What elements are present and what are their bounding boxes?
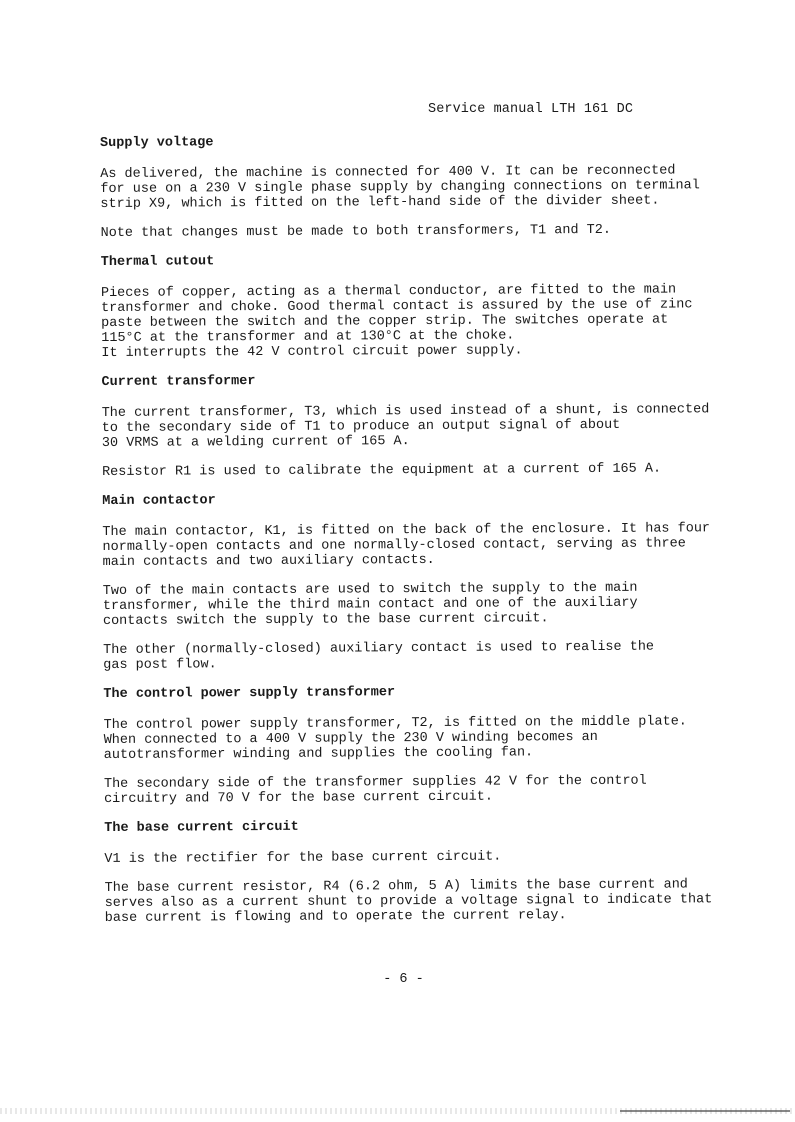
page-body [100, 132, 745, 940]
text-line: base current is flowing and to operate the current relay. [104, 908, 567, 926]
text-line: As delivered, the machine is connected for 400 V. It can be reconnected [100, 163, 676, 182]
text-line: 115°C at the transformer and at 130°C at the choke. [101, 328, 515, 346]
paragraph [103, 580, 743, 629]
paragraph [102, 461, 742, 480]
paragraph [102, 402, 742, 451]
text-line: transformer and choke. Good thermal contact is assured by the use of zinc [101, 297, 693, 316]
text-line: Two of the main contacts are used to switch the supply to the main [102, 580, 638, 599]
text-line: The main contactor, K1, is fitted on the back of the enclosure. It has four [102, 521, 711, 540]
scan-artifact-line [620, 1110, 790, 1112]
text-line: for use on a 230 V single phase supply by changing connections on terminal [100, 178, 700, 197]
paragraph [102, 521, 742, 570]
text-line: serves also as a current shunt to provide a voltage signal to indicate that [104, 892, 713, 911]
text-line: V1 is the rectifier for the base current circuit. [104, 849, 502, 867]
paragraph [101, 222, 741, 241]
text-line: When connected to a 400 V supply the 230 V winding becomes an [103, 729, 598, 748]
section-heading: Thermal cutout [100, 254, 215, 270]
text-line: 30 VRMS at a welding current of 165 A. [101, 434, 410, 451]
text-line: The secondary side of the transformer supplies 42 V for the control [103, 773, 647, 792]
paragraph [103, 639, 743, 673]
running-header: Service manual LTH 161 DC [428, 102, 634, 117]
text-line: Note that changes must be made to both transformers, T1 and T2. [100, 222, 612, 241]
text-line: contacts switch the supply to the base current circuit. [102, 611, 549, 629]
text-line: strip X9, which is fitted on the left-hand side of the divider sheet. [100, 193, 660, 212]
text-line: paste between the switch and the copper strip. The switches operate at [101, 312, 669, 331]
text-line: circuitry and 70 V for the base current circuit. [104, 789, 493, 807]
text-line: gas post flow. [103, 657, 217, 673]
text-line: normally-open contacts and one normally-closed contact, serving as three [102, 536, 686, 555]
section-heading: The base current circuit [104, 819, 299, 836]
paragraph [101, 282, 741, 361]
paragraph [104, 773, 744, 807]
text-line: It interrupts the 42 V control circuit power supply. [101, 343, 523, 361]
section-heading: Current transformer [101, 374, 256, 390]
section-heading: Supply voltage [100, 135, 214, 151]
text-line: autotransformer winding and supplies the cooling fan. [103, 745, 534, 763]
text-line: Resistor R1 is used to calibrate the equipment at a current of 165 A. [102, 461, 662, 480]
paragraph [104, 714, 744, 763]
text-line: The other (normally-closed) auxiliary contact is used to realise the [103, 639, 655, 658]
text-line: main contacts and two auxiliary contacts. [102, 552, 435, 570]
paragraph [104, 848, 744, 867]
section-heading: The control power supply transformer [103, 685, 396, 702]
text-line: transformer, while the third main contact and one of the auxiliary [102, 595, 638, 614]
text-line: The current transformer, T3, which is used instead of a shunt, is connected [101, 402, 710, 421]
paragraph [100, 163, 740, 212]
text-line: The base current resistor, R4 (6.2 ohm, 5 A) limits the base current and [104, 877, 688, 896]
text-line: Pieces of copper, acting as a thermal conductor, are fitted to the main [100, 282, 677, 301]
text-line: to the secondary side of T1 to produce an output signal of about [101, 417, 621, 436]
text-line: The control power supply transformer, T2, is fitted on the middle plate. [103, 714, 687, 733]
paragraph [105, 877, 745, 926]
section-heading: Main contactor [102, 493, 216, 509]
page-number: - 6 - [383, 972, 424, 987]
